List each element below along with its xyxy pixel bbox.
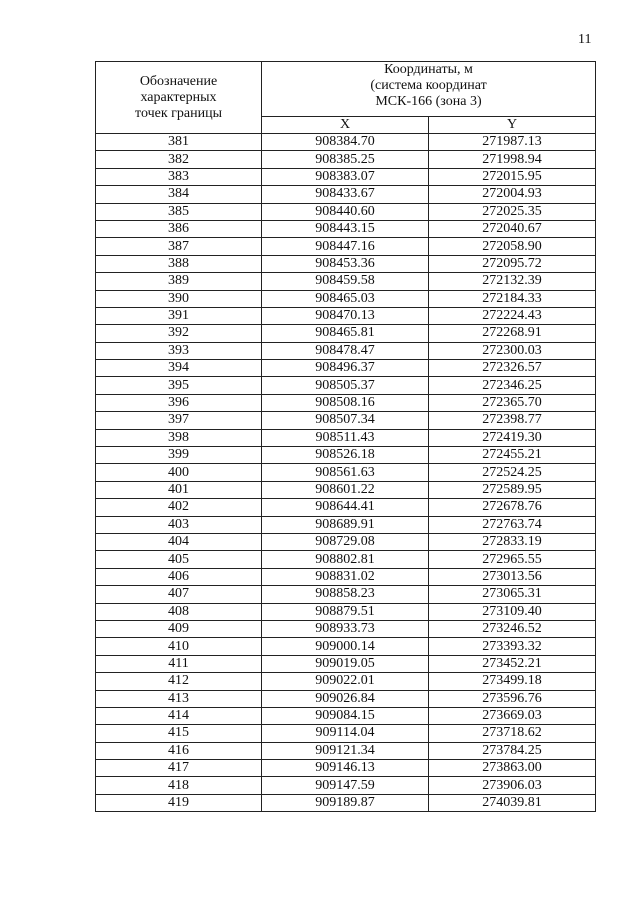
y-coordinate-cell: 273499.18 [429, 673, 596, 690]
table-row [96, 290, 596, 307]
x-coordinate-cell: 908465.03 [262, 290, 429, 307]
point-number-cell: 400 [96, 464, 262, 481]
point-number-cell: 393 [96, 342, 262, 359]
x-coordinate-cell: 908385.25 [262, 151, 429, 168]
y-coordinate-cell: 272589.95 [429, 481, 596, 498]
point-number-cell: 382 [96, 151, 262, 168]
table-row [96, 464, 596, 481]
point-number-cell: 381 [96, 134, 262, 151]
y-coordinate-cell: 272326.57 [429, 360, 596, 377]
x-coordinate-cell: 908729.08 [262, 533, 429, 550]
x-coordinate-cell: 908384.70 [262, 134, 429, 151]
x-coordinate-cell: 909022.01 [262, 673, 429, 690]
point-number-cell: 417 [96, 760, 262, 777]
x-coordinate-cell: 909026.84 [262, 690, 429, 707]
table-row [96, 533, 596, 550]
point-number-cell: 419 [96, 794, 262, 811]
point-number-cell: 389 [96, 273, 262, 290]
x-coordinate-cell: 908440.60 [262, 203, 429, 220]
y-coordinate-cell: 273863.00 [429, 760, 596, 777]
point-number-cell: 384 [96, 186, 262, 203]
y-coordinate-cell: 272300.03 [429, 342, 596, 359]
x-coordinate-cell: 908478.47 [262, 342, 429, 359]
x-coordinate-cell: 908505.37 [262, 377, 429, 394]
table-row [96, 377, 596, 394]
x-coordinate-cell: 908496.37 [262, 360, 429, 377]
point-number-cell: 387 [96, 238, 262, 255]
x-coordinate-cell: 908459.58 [262, 273, 429, 290]
x-coordinate-cell: 909189.87 [262, 794, 429, 811]
point-number-cell: 405 [96, 551, 262, 568]
x-coordinate-cell: 909121.34 [262, 742, 429, 759]
table-row [96, 220, 596, 237]
y-coordinate-cell: 272268.91 [429, 325, 596, 342]
table-row [96, 742, 596, 759]
x-coordinate-cell: 908433.67 [262, 186, 429, 203]
table-row [96, 151, 596, 168]
y-coordinate-cell: 272455.21 [429, 447, 596, 464]
x-coordinate-cell: 908933.73 [262, 620, 429, 637]
y-coordinate-cell: 273452.21 [429, 655, 596, 672]
point-number-cell: 392 [96, 325, 262, 342]
x-coordinate-cell: 909114.04 [262, 725, 429, 742]
point-number-cell: 386 [96, 220, 262, 237]
y-coordinate-cell: 272184.33 [429, 290, 596, 307]
table-body [96, 134, 596, 812]
point-header-line: характерных [140, 89, 217, 105]
x-coordinate-cell: 908831.02 [262, 568, 429, 585]
table-row [96, 690, 596, 707]
y-coordinate-cell: 272040.67 [429, 220, 596, 237]
point-number-cell: 401 [96, 481, 262, 498]
point-number-cell: 398 [96, 429, 262, 446]
point-number-cell: 383 [96, 168, 262, 185]
point-number-cell: 396 [96, 394, 262, 411]
y-coordinate-cell: 272224.43 [429, 307, 596, 324]
x-coordinate-cell: 909146.13 [262, 760, 429, 777]
table-row [96, 725, 596, 742]
table-row [96, 481, 596, 498]
y-coordinate-cell: 271998.94 [429, 151, 596, 168]
y-coordinate-cell: 273718.62 [429, 725, 596, 742]
point-number-cell: 407 [96, 586, 262, 603]
point-number-cell: 412 [96, 673, 262, 690]
table-row [96, 586, 596, 603]
table-row [96, 203, 596, 220]
y-coordinate-cell: 273013.56 [429, 568, 596, 585]
y-coordinate-cell: 271987.13 [429, 134, 596, 151]
x-coordinate-cell: 908508.16 [262, 394, 429, 411]
table-row [96, 777, 596, 794]
x-coordinate-cell: 908447.16 [262, 238, 429, 255]
y-coordinate-cell: 272132.39 [429, 273, 596, 290]
table-row [96, 360, 596, 377]
y-coordinate-cell: 272365.70 [429, 394, 596, 411]
x-coordinate-cell: 909000.14 [262, 638, 429, 655]
y-coordinate-cell: 273065.31 [429, 586, 596, 603]
point-number-cell: 414 [96, 707, 262, 724]
y-coordinate-cell: 273906.03 [429, 777, 596, 794]
y-coordinate-cell: 272524.25 [429, 464, 596, 481]
table-row [96, 273, 596, 290]
point-label-header [96, 62, 262, 134]
point-number-cell: 391 [96, 307, 262, 324]
table-row [96, 307, 596, 324]
table-row [96, 568, 596, 585]
y-coordinate-cell: 272965.55 [429, 551, 596, 568]
table-row [96, 394, 596, 411]
table-row [96, 794, 596, 811]
table-row [96, 168, 596, 185]
x-coordinate-cell: 909084.15 [262, 707, 429, 724]
table-row [96, 429, 596, 446]
table-row [96, 551, 596, 568]
y-column-header: Y [429, 117, 596, 134]
point-number-cell: 385 [96, 203, 262, 220]
y-coordinate-cell: 272763.74 [429, 516, 596, 533]
y-coordinate-cell: 272025.35 [429, 203, 596, 220]
x-coordinate-cell: 908601.22 [262, 481, 429, 498]
x-coordinate-cell: 908453.36 [262, 255, 429, 272]
point-number-cell: 404 [96, 533, 262, 550]
point-number-cell: 416 [96, 742, 262, 759]
y-coordinate-cell: 272015.95 [429, 168, 596, 185]
y-coordinate-cell: 272058.90 [429, 238, 596, 255]
table-row [96, 655, 596, 672]
point-number-cell: 403 [96, 516, 262, 533]
x-column-header: X [262, 117, 429, 134]
x-coordinate-cell: 909019.05 [262, 655, 429, 672]
table-row [96, 447, 596, 464]
point-header-line: Обозначение [139, 73, 218, 89]
x-coordinate-cell: 909147.59 [262, 777, 429, 794]
table-row [96, 134, 596, 151]
x-coordinate-cell: 908507.34 [262, 412, 429, 429]
x-coordinate-cell: 908644.41 [262, 499, 429, 516]
x-coordinate-cell: 908689.91 [262, 516, 429, 533]
header-row [96, 62, 596, 117]
point-number-cell: 394 [96, 360, 262, 377]
table-row [96, 603, 596, 620]
coordinates-header [262, 62, 596, 117]
y-coordinate-cell: 272004.93 [429, 186, 596, 203]
table-row [96, 412, 596, 429]
x-coordinate-cell: 908465.81 [262, 325, 429, 342]
point-number-cell: 406 [96, 568, 262, 585]
y-coordinate-cell: 274039.81 [429, 794, 596, 811]
table-row [96, 325, 596, 342]
coords-header-line: Координаты, м [384, 62, 473, 77]
y-coordinate-cell: 273109.40 [429, 603, 596, 620]
table-row [96, 760, 596, 777]
point-number-cell: 390 [96, 290, 262, 307]
y-coordinate-cell: 272346.25 [429, 377, 596, 394]
y-coordinate-cell: 273596.76 [429, 690, 596, 707]
point-number-cell: 397 [96, 412, 262, 429]
x-coordinate-cell: 908443.15 [262, 220, 429, 237]
table-row [96, 255, 596, 272]
table-row [96, 499, 596, 516]
y-coordinate-cell: 272833.19 [429, 533, 596, 550]
x-coordinate-cell: 908511.43 [262, 429, 429, 446]
y-coordinate-cell: 272095.72 [429, 255, 596, 272]
y-coordinate-cell: 273669.03 [429, 707, 596, 724]
x-coordinate-cell: 908383.07 [262, 168, 429, 185]
x-coordinate-cell: 908561.63 [262, 464, 429, 481]
y-coordinate-cell: 273784.25 [429, 742, 596, 759]
y-coordinate-cell: 272419.30 [429, 429, 596, 446]
point-number-cell: 408 [96, 603, 262, 620]
x-coordinate-cell: 908879.51 [262, 603, 429, 620]
y-coordinate-cell: 273246.52 [429, 620, 596, 637]
table-row [96, 342, 596, 359]
table-row [96, 638, 596, 655]
x-coordinate-cell: 908470.13 [262, 307, 429, 324]
point-number-cell: 410 [96, 638, 262, 655]
point-header-line: точек границы [135, 105, 222, 121]
point-number-cell: 395 [96, 377, 262, 394]
point-number-cell: 402 [96, 499, 262, 516]
table-row [96, 673, 596, 690]
table-row [96, 186, 596, 203]
y-coordinate-cell: 272398.77 [429, 412, 596, 429]
table-row [96, 707, 596, 724]
point-number-cell: 399 [96, 447, 262, 464]
table-row [96, 620, 596, 637]
table-row [96, 238, 596, 255]
coords-header-line: МСК-166 (зона 3) [375, 94, 482, 109]
x-coordinate-cell: 908526.18 [262, 447, 429, 464]
y-coordinate-cell: 273393.32 [429, 638, 596, 655]
point-number-cell: 415 [96, 725, 262, 742]
point-number-cell: 411 [96, 655, 262, 672]
page-number: 11 [578, 32, 592, 47]
x-coordinate-cell: 908802.81 [262, 551, 429, 568]
point-number-cell: 409 [96, 620, 262, 637]
point-number-cell: 418 [96, 777, 262, 794]
point-number-cell: 413 [96, 690, 262, 707]
y-coordinate-cell: 272678.76 [429, 499, 596, 516]
table-row [96, 516, 596, 533]
coordinates-table [95, 61, 596, 812]
x-coordinate-cell: 908858.23 [262, 586, 429, 603]
point-number-cell: 388 [96, 255, 262, 272]
coords-header-line: (система координат [370, 78, 487, 93]
